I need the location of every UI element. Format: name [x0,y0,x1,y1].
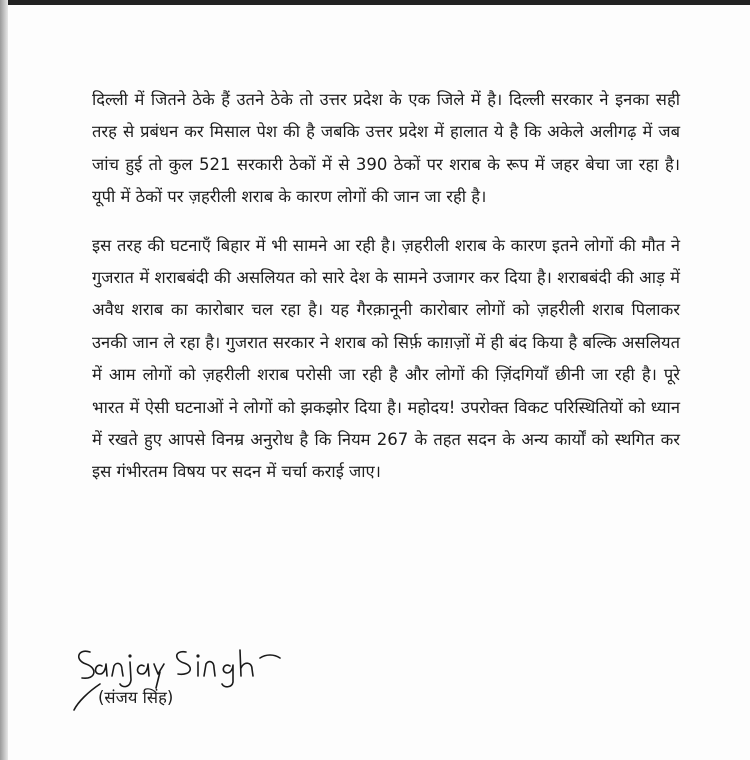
letter-paragraph-1: दिल्ली में जितने ठेके हैं उतने ठेके तो उत्तर प्रदेश के एक जिले में है। दिल्ली सरकार ने इनका सही तरह से प्रबंधन कर मिसाल पेश की है जबकि उत्तर प्रदेश में हालात ये है कि अकेले अलीगढ़ में जब जांच हुई तो कुल 521 सरकारी ठेकों में से 390 ठेकों पर शराब के रूप में जहर बेचा जा रहा है। यूपी में ठेकों पर ज़हरीली शराब के कारण लोगों की जान जा रही है। [92,90,680,207]
page-top-edge [0,0,750,5]
letter-body [92,84,680,489]
page-left-edge [0,0,8,760]
letter-paragraph-2: इस तरह की घटनाएँ बिहार में भी सामने आ रही है। ज़हरीली शराब के कारण इतने लोगों की मौत ने गुजरात में शराबबंदी की असलियत को सारे देश के सामने उजागर कर दिया है। शराबबंदी की आड़ में अवैध शराब का कारोबार चल रहा है। यह गैरक़ानूनी कारोबार लोगों को ज़हरीली शराब पिलाकर उनकी जान ले रहा है। गुजरात सरकार ने शराब को सिर्फ़ काग़ज़ों में ही बंद किया है बल्कि असलियत में आम लोगों को ज़हरीली शराब परोसी जा रही है और लोगों की ज़िंदगियाँ छीनी जा रही है। पूरे भारत में ऐसी घटनाओं ने लोगों को झकझोर दिया है। महोदय! उपरोक्त विकट परिस्थितियों को ध्यान में रखते हुए आपसे विनम्र अनुरोध है कि नियम 267 के तहत सदन के अन्य कार्यों को स्थगित कर इस गंभीरतम विषय पर सदन में चर्चा कराई जाए। [92,235,680,482]
signer-name: (संजय सिंह) [98,688,174,707]
